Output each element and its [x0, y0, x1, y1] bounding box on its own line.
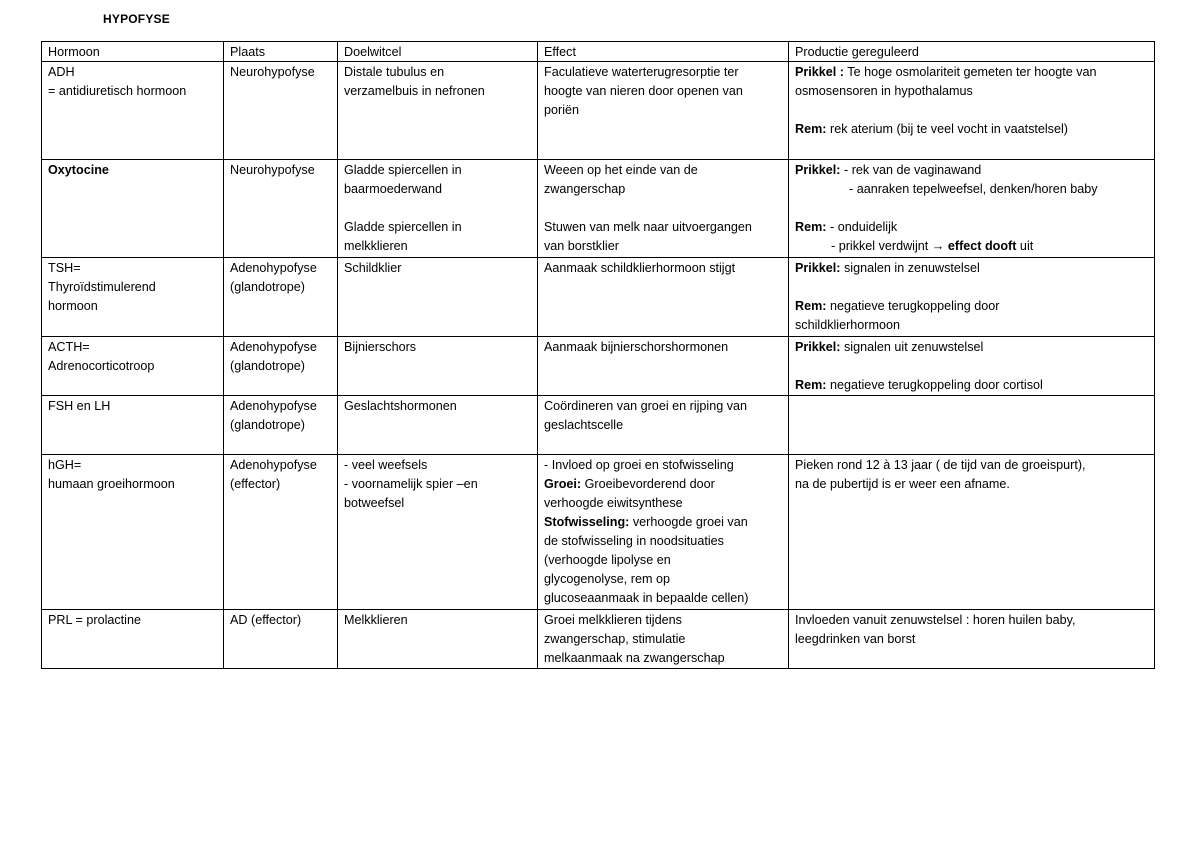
- rem-label: Rem:: [795, 122, 827, 136]
- header-plaats: Plaats: [224, 42, 338, 62]
- cell-doelwitcel: [338, 160, 538, 258]
- cell-plaats: [224, 455, 338, 610]
- rem-label: Rem:: [795, 299, 827, 313]
- cell-productie: [789, 396, 1155, 455]
- table-row: [42, 610, 1155, 669]
- cell-productie: [789, 160, 1155, 258]
- cell-effect: [538, 610, 789, 669]
- prikkel-label: Prikkel:: [795, 340, 841, 354]
- cell-productie: [789, 337, 1155, 396]
- cell-text: signalen uit zenuwstelsel: [840, 340, 984, 354]
- cell-line: botweefsel: [344, 496, 405, 510]
- cell-line: glucoseaanmaak in bepaalde cellen): [544, 591, 749, 605]
- rem-label: Rem:: [795, 378, 827, 392]
- cell-line: = antidiuretisch hormoon: [48, 84, 187, 98]
- table-header-row: [42, 42, 1155, 62]
- cell-text: uit: [1016, 239, 1034, 253]
- page-title: HYPOFYSE: [103, 12, 170, 26]
- rem-label: Rem:: [795, 220, 827, 234]
- table-row: [42, 62, 1155, 160]
- cell-line: hGH=: [48, 458, 82, 472]
- cell-line: Adenohypofyse: [230, 399, 317, 413]
- cell-productie: [789, 455, 1155, 610]
- cell-doelwitcel: [338, 337, 538, 396]
- cell-line: (verhoogde lipolyse en: [544, 553, 671, 567]
- cell-line: AD (effector): [230, 613, 302, 627]
- cell-line: PRL = prolactine: [48, 613, 141, 627]
- cell-doelwitcel: [338, 455, 538, 610]
- cell-line: melkklieren: [344, 239, 408, 253]
- cell-line: Adenohypofyse: [230, 458, 317, 472]
- cell-line: Schildklier: [344, 261, 402, 275]
- cell-line: Melkklieren: [344, 613, 408, 627]
- cell-hormoon: [42, 160, 224, 258]
- cell-line: hoogte van nieren door openen van: [544, 84, 743, 98]
- cell-line: poriën: [544, 103, 580, 117]
- cell-line: Aanmaak bijnierschorshormonen: [544, 340, 729, 354]
- cell-line: Thyroïdstimulerend: [48, 280, 156, 294]
- cell-plaats: [224, 160, 338, 258]
- cell-line: Faculatieve waterterugresorptie ter: [544, 65, 739, 79]
- cell-line: TSH=: [48, 261, 81, 275]
- table-row: [42, 160, 1155, 258]
- cell-line: hormoon: [48, 299, 98, 313]
- header-productie: Productie gereguleerd: [789, 42, 1155, 62]
- cell-line: - aanraken tepelweefsel, denken/horen baby: [849, 182, 1098, 196]
- cell-line: Oxytocine: [48, 163, 109, 177]
- stofwisseling-label: Stofwisseling:: [544, 515, 630, 529]
- cell-line: Coördineren van groei en rijping van: [544, 399, 748, 413]
- cell-line: Neurohypofyse: [230, 65, 315, 79]
- header-effect: Effect: [538, 42, 789, 62]
- cell-line: glycogenolyse, rem op: [544, 572, 671, 586]
- cell-plaats: [224, 610, 338, 669]
- cell-line: Adenohypofyse: [230, 340, 317, 354]
- cell-line: - voornamelijk spier –en: [344, 477, 478, 491]
- cell-line: Geslachtshormonen: [344, 399, 457, 413]
- cell-line: baarmoederwand: [344, 182, 443, 196]
- cell-line: Adrenocorticotroop: [48, 359, 155, 373]
- cell-line: Groei melkklieren tijdens: [544, 613, 682, 627]
- header-doelwitcel: Doelwitcel: [338, 42, 538, 62]
- cell-line: Aanmaak schildklierhormoon stijgt: [544, 261, 736, 275]
- cell-line: Invloeden vanuit zenuwstelsel : horen huilen baby,: [795, 613, 1076, 627]
- cell-text: Groeibevorderend door: [581, 477, 715, 491]
- cell-line: de stofwisseling in noodsituaties: [544, 534, 724, 548]
- cell-line: ACTH=: [48, 340, 90, 354]
- cell-text: - prikkel verdwijnt: [831, 239, 932, 253]
- cell-line: melkaanmaak na zwangerschap: [544, 651, 725, 665]
- cell-line: Gladde spiercellen in: [344, 220, 462, 234]
- cell-hormoon: [42, 337, 224, 396]
- groei-label: Groei:: [544, 477, 582, 491]
- cell-hormoon: [42, 396, 224, 455]
- header-hormoon: Hormoon: [42, 42, 224, 62]
- cell-line: Weeen op het einde van de: [544, 163, 698, 177]
- cell-plaats: [224, 337, 338, 396]
- cell-text: signalen in zenuwstelsel: [840, 261, 980, 275]
- cell-effect: [538, 160, 789, 258]
- cell-line: osmosensoren in hypothalamus: [795, 84, 973, 98]
- cell-text: negatieve terugkoppeling door: [826, 299, 1000, 313]
- cell-line: zwangerschap: [544, 182, 626, 196]
- cell-effect: [538, 455, 789, 610]
- cell-effect: [538, 258, 789, 337]
- cell-line: (glandotrope): [230, 280, 305, 294]
- cell-text: rek aterium (bij te veel vocht in vaatstelsel): [826, 122, 1068, 136]
- cell-line: van borstklier: [544, 239, 619, 253]
- cell-line: - Invloed op groei en stofwisseling: [544, 458, 734, 472]
- cell-doelwitcel: [338, 396, 538, 455]
- cell-hormoon: [42, 258, 224, 337]
- cell-line: - veel weefsels: [344, 458, 428, 472]
- cell-line: humaan groeihormoon: [48, 477, 175, 491]
- prikkel-label: Prikkel:: [795, 261, 841, 275]
- cell-productie: [789, 258, 1155, 337]
- cell-productie: [789, 610, 1155, 669]
- cell-line: Adenohypofyse: [230, 261, 317, 275]
- prikkel-label: Prikkel:: [795, 163, 841, 177]
- cell-line: (glandotrope): [230, 359, 305, 373]
- cell-line: ADH: [48, 65, 75, 79]
- cell-text: - onduidelijk: [826, 220, 898, 234]
- arrow-right-icon: →: [931, 239, 945, 253]
- cell-effect: [538, 337, 789, 396]
- cell-doelwitcel: [338, 62, 538, 160]
- cell-effect: [538, 396, 789, 455]
- cell-hormoon: [42, 455, 224, 610]
- cell-hormoon: [42, 610, 224, 669]
- cell-line: zwangerschap, stimulatie: [544, 632, 686, 646]
- cell-plaats: [224, 62, 338, 160]
- cell-line: geslachtscelle: [544, 418, 624, 432]
- table-row: [42, 337, 1155, 396]
- cell-line: (glandotrope): [230, 418, 305, 432]
- cell-line: Stuwen van melk naar uitvoergangen: [544, 220, 752, 234]
- cell-line: leegdrinken van borst: [795, 632, 916, 646]
- hormone-table: [41, 41, 1155, 669]
- cell-doelwitcel: [338, 610, 538, 669]
- table-row: [42, 396, 1155, 455]
- cell-text: Te hoge osmolariteit gemeten ter hoogte van: [844, 65, 1097, 79]
- cell-doelwitcel: [338, 258, 538, 337]
- cell-hormoon: [42, 62, 224, 160]
- cell-text: verhoogde groei van: [629, 515, 748, 529]
- cell-line: Pieken rond 12 à 13 jaar ( de tijd van de groeispurt),: [795, 458, 1086, 472]
- cell-productie: [789, 62, 1155, 160]
- cell-line: schildklierhormoon: [795, 318, 900, 332]
- cell-line: na de pubertijd is er weer een afname.: [795, 477, 1010, 491]
- cell-line: verhoogde eiwitsynthese: [544, 496, 683, 510]
- table-row: [42, 258, 1155, 337]
- cell-line: Neurohypofyse: [230, 163, 315, 177]
- table-row: [42, 455, 1155, 610]
- cell-plaats: [224, 258, 338, 337]
- cell-line: verzamelbuis in nefronen: [344, 84, 485, 98]
- cell-effect: [538, 62, 789, 160]
- prikkel-label: Prikkel :: [795, 65, 845, 79]
- cell-line: Distale tubulus en: [344, 65, 445, 79]
- cell-line: FSH en LH: [48, 399, 111, 413]
- cell-text: negatieve terugkoppeling door cortisol: [826, 378, 1043, 392]
- cell-line: Gladde spiercellen in: [344, 163, 462, 177]
- cell-text: effect dooft: [944, 239, 1017, 253]
- cell-line: Bijnierschors: [344, 340, 417, 354]
- cell-line: (effector): [230, 477, 281, 491]
- cell-plaats: [224, 396, 338, 455]
- cell-text: - rek van de vaginawand: [840, 163, 982, 177]
